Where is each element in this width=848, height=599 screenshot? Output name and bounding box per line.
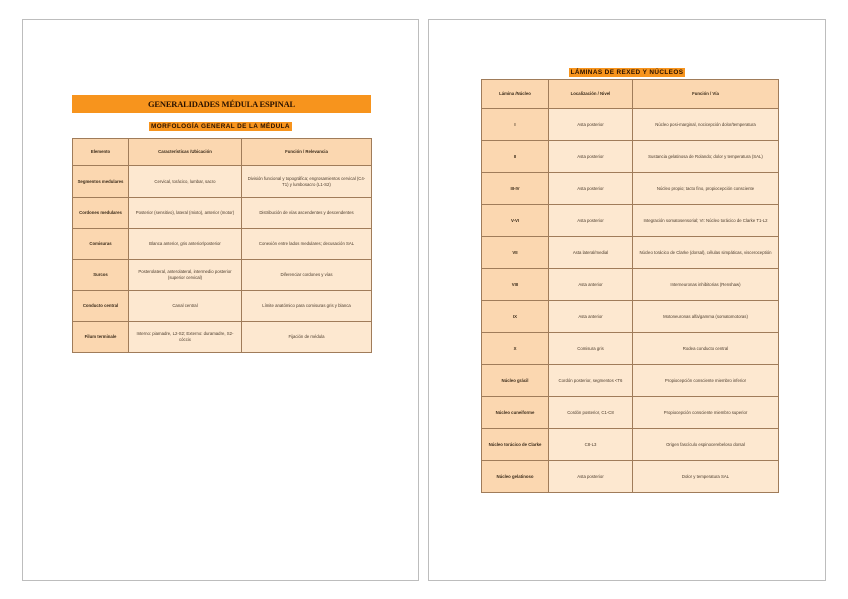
section-title — [23, 123, 418, 130]
table-row — [482, 237, 779, 269]
table-cell: Asta anterior — [549, 301, 633, 333]
column-header: Características /Ubicación — [129, 139, 242, 166]
row-label: II — [482, 141, 549, 173]
page-right — [428, 19, 826, 581]
row-label: Surcos — [73, 260, 129, 291]
table-cell: División funcional y topográfica; engrosamientos cervical (C4-T1) y lumbosacro (L1-S2) — [242, 166, 372, 198]
row-label: IX — [482, 301, 549, 333]
table-cell: Sustancia gelatinosa de Rolando; dolor y temperatura (SAL) — [633, 141, 779, 173]
table-row — [482, 333, 779, 365]
table-cell: Interno: piamadre, L2-S2; Externo: duramadre, S2-cóccix — [129, 322, 242, 353]
row-label: VII — [482, 237, 549, 269]
table-cell: Motoneuronas alfa/gamma (somatomotoras) — [633, 301, 779, 333]
table-row — [482, 461, 779, 493]
table-row — [482, 429, 779, 461]
table-cell: Distribución de vías ascendentes y descendentes — [242, 198, 372, 229]
table-row — [73, 291, 372, 322]
table-cell: Núcleo posi-marginal, nocicepción dolor/temperatura — [633, 109, 779, 141]
table-header-row — [73, 139, 372, 166]
section-title-text: MORFOLOGÍA GENERAL DE LA MÉDULA — [151, 123, 290, 130]
table-row — [482, 109, 779, 141]
table-header-row — [482, 80, 779, 109]
row-label: Núcleo grácil — [482, 365, 549, 397]
table-cell: Asta posterior — [549, 109, 633, 141]
table-cell: Interneuronas inhibitorias (Renshaw) — [633, 269, 779, 301]
row-label: I — [482, 109, 549, 141]
table-row — [482, 365, 779, 397]
table-cell: Rodea conducto central — [633, 333, 779, 365]
row-label: Conducto central — [73, 291, 129, 322]
table-cell: Asta anterior — [549, 269, 633, 301]
table-cell: Asta lateral/medial — [549, 237, 633, 269]
table-cell: Fijación de médula — [242, 322, 372, 353]
table-cell: Cordón posterior, C1-C8 — [549, 397, 633, 429]
row-label: Núcleo torácico de Clarke — [482, 429, 549, 461]
column-header: Elemento — [73, 139, 129, 166]
row-label: Segmentos medulares — [73, 166, 129, 198]
row-label: VIII — [482, 269, 549, 301]
table-row — [482, 269, 779, 301]
table-row — [482, 301, 779, 333]
row-label: III-IV — [482, 173, 549, 205]
table-cell: Posterior (sensitivo), lateral (mixto), anterior (motor) — [129, 198, 242, 229]
column-header: Localización / Nivel — [549, 80, 633, 109]
morphology-table — [72, 138, 372, 353]
row-label: Comisuras — [73, 229, 129, 260]
table-cell: Dolor y temperatura SAL — [633, 461, 779, 493]
table-cell: Asta posterior — [549, 205, 633, 237]
table-cell: Blanca anterior, gris anterior/posterior — [129, 229, 242, 260]
table-cell: Límite anatómico para comisuras gris y blanca — [242, 291, 372, 322]
row-label: V-VI — [482, 205, 549, 237]
table-row — [73, 166, 372, 198]
table-cell: Cordón posterior, segmentos <T6 — [549, 365, 633, 397]
table-row — [73, 322, 372, 353]
table-cell: Propiocepción consciente miembro inferior — [633, 365, 779, 397]
row-label: Núcleo gelatinoso — [482, 461, 549, 493]
row-label: Cordones medulares — [73, 198, 129, 229]
column-header: Función / Relevancia — [242, 139, 372, 166]
table-row — [482, 397, 779, 429]
table-cell: Cervical, torácico, lumbar, sacro — [129, 166, 242, 198]
table-cell: Posterolateral, anterolateral, intermedio posterior (superior cervical) — [129, 260, 242, 291]
table-row — [73, 260, 372, 291]
table-cell: Integración somatosensorial; VI: Núcleo torácico de Clarke T1-L2 — [633, 205, 779, 237]
table-cell: Comisura gris — [549, 333, 633, 365]
document-title: GENERALIDADES MÉDULA ESPINAL — [72, 95, 371, 113]
table-cell: Origen fascículo espinocerebeloso dorsal — [633, 429, 779, 461]
table-cell: Núcleo propio; tacto fino, propiocepción consciente — [633, 173, 779, 205]
table-row — [482, 141, 779, 173]
rexed-table — [481, 79, 779, 493]
row-label: X — [482, 333, 549, 365]
table-cell: Canal central — [129, 291, 242, 322]
table-row — [482, 205, 779, 237]
table-cell: Núcleo torácico de Clarke (dorsal), células simpáticas, visceroceptión — [633, 237, 779, 269]
column-header: Lámina /Núcleo — [482, 80, 549, 109]
table-cell: Asta posterior — [549, 141, 633, 173]
table-row — [73, 229, 372, 260]
row-label: Núcleo cuneiforme — [482, 397, 549, 429]
table-cell: Conexión entre lados medulares; decusación SAL — [242, 229, 372, 260]
rexed-title — [429, 69, 825, 76]
column-header: Función / Vía — [633, 80, 779, 109]
table-row — [73, 198, 372, 229]
row-label: Filum terminale — [73, 322, 129, 353]
table-cell: C8-L3 — [549, 429, 633, 461]
table-cell: Propiocepción consciente miembro superior — [633, 397, 779, 429]
table-cell: Asta posterior — [549, 461, 633, 493]
table-row — [482, 173, 779, 205]
rexed-title-text: LÁMINAS DE REXED Y NÚCLEOS — [570, 69, 684, 76]
table-cell: Diferenciar cordones y vías — [242, 260, 372, 291]
table-cell: Asta posterior — [549, 173, 633, 205]
page-left — [22, 19, 419, 581]
